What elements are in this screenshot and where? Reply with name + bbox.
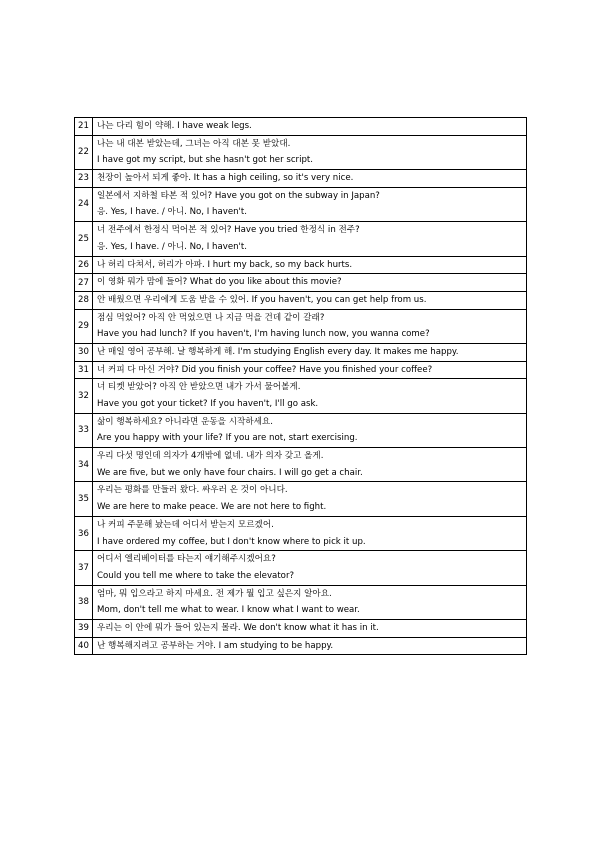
sentence-line: 점심 먹었어? 아직 안 먹었으면 나 지금 먹을 건데 같이 갈래? <box>97 312 325 323</box>
sentence-cell <box>93 619 527 637</box>
table-row <box>75 291 527 309</box>
sentence-cell <box>93 309 527 343</box>
row-number: 38 <box>75 585 93 619</box>
table-row <box>75 187 527 221</box>
sentence-line: 나 커피 주문해 놨는데 어디서 받는지 모르겠어. <box>97 519 274 530</box>
row-number: 22 <box>75 135 93 169</box>
sentence-line: Could you tell me where to take the elevator? <box>97 570 295 581</box>
row-number: 33 <box>75 413 93 447</box>
sentence-line: 너 티켓 받았어? 아직 안 받았으면 내가 가서 물어볼게. <box>97 382 301 393</box>
sentence-cell <box>93 222 527 256</box>
sentence-cell <box>93 291 527 309</box>
row-number: 23 <box>75 170 93 188</box>
sentence-cell <box>93 482 527 516</box>
row-number: 39 <box>75 619 93 637</box>
row-number: 32 <box>75 379 93 413</box>
table-row <box>75 585 527 619</box>
document-page <box>74 117 527 655</box>
sentence-line: 나는 내 대본 받았는데, 그녀는 아직 대본 못 받았대. <box>97 138 291 149</box>
table-row <box>75 551 527 585</box>
table-row <box>75 309 527 343</box>
sentence-cell <box>93 448 527 482</box>
row-number: 31 <box>75 361 93 379</box>
row-number: 26 <box>75 256 93 274</box>
sentence-line: 안 배웠으면 우리에게 도움 받을 수 있어. If you haven't, you can get help from us. <box>97 294 427 305</box>
sentence-cell <box>93 343 527 361</box>
row-number: 34 <box>75 448 93 482</box>
sentence-line: I have got my script, but she hasn't got her script. <box>97 155 314 166</box>
table-row <box>75 222 527 256</box>
table-row <box>75 448 527 482</box>
sentence-line: 일본에서 지하철 타본 적 있어? Have you got on the subway in Japan? <box>97 190 380 201</box>
sentence-line: 우리 다섯 명인데 의자가 4개밖에 없네. 내가 의자 갖고 올게. <box>97 451 324 462</box>
sentence-line: Are you happy with your life? If you are not, start exercising. <box>97 433 358 444</box>
sentence-line: 이 영화 뭐가 맘에 들어? What do you like about this movie? <box>97 277 342 288</box>
sentence-cell <box>93 274 527 292</box>
row-number: 30 <box>75 343 93 361</box>
row-number: 36 <box>75 516 93 550</box>
table-row <box>75 516 527 550</box>
sentence-line: Mom, don't tell me what to wear. I know what I want to wear. <box>97 605 360 616</box>
table-row <box>75 274 527 292</box>
table-row <box>75 361 527 379</box>
sentence-line: We are five, but we only have four chairs. I will go get a chair. <box>97 467 363 478</box>
sentence-cell <box>93 637 527 655</box>
sentence-cell <box>93 118 527 136</box>
table-row <box>75 379 527 413</box>
sentence-cell <box>93 585 527 619</box>
row-number: 27 <box>75 274 93 292</box>
sentence-cell <box>93 256 527 274</box>
table-row <box>75 637 527 655</box>
sentence-line: 응. Yes, I have. / 아니. No, I haven't. <box>97 207 248 218</box>
sentence-line: I have ordered my coffee, but I don't know where to pick it up. <box>97 536 366 547</box>
sentence-line: We are here to make peace. We are not here to fight. <box>97 502 327 513</box>
row-number: 24 <box>75 187 93 221</box>
sentence-line: 삶이 행복하세요? 아니라면 운동을 시작하세요. <box>97 416 273 427</box>
sentence-line: 나 허리 다쳐서, 허리가 아파. I hurt my back, so my back hurts. <box>97 259 353 270</box>
sentence-line: 너 커피 다 마신 거야? Did you finish your coffee? Have you finished your coffee? <box>97 364 433 375</box>
sentence-line: Have you had lunch? If you haven't, I'm having lunch now, you wanna come? <box>97 329 430 340</box>
table-row <box>75 170 527 188</box>
sentence-line: 나는 다리 힘이 약해. I have weak legs. <box>97 121 252 131</box>
sentence-cell <box>93 187 527 221</box>
row-number: 29 <box>75 309 93 343</box>
row-number: 21 <box>75 118 93 136</box>
table-row <box>75 482 527 516</box>
sentence-cell <box>93 361 527 379</box>
sentence-cell <box>93 379 527 413</box>
sentence-cell <box>93 170 527 188</box>
row-number: 28 <box>75 291 93 309</box>
table-row <box>75 619 527 637</box>
sentence-line: 응. Yes, I have. / 아니. No, I haven't. <box>97 241 248 252</box>
sentence-cell <box>93 135 527 169</box>
table-row <box>75 118 527 136</box>
sentence-cell <box>93 551 527 585</box>
sentence-line: 우리는 이 안에 뭐가 들어 있는지 몰라. We don't know what it has in it. <box>97 622 379 633</box>
sentence-cell <box>93 413 527 447</box>
row-number: 35 <box>75 482 93 516</box>
sentence-cell <box>93 516 527 550</box>
sentence-line: 천장이 높아서 되게 좋아. It has a high ceiling, so it's very nice. <box>97 173 354 184</box>
sentence-line: 엄마, 뭐 입으라고 하지 마세요. 전 제가 뭘 입고 싶은지 알아요. <box>97 588 332 599</box>
sentence-line: 난 행복해지려고 공부하는 거야. I am studying to be happy. <box>97 640 334 651</box>
table-row <box>75 135 527 169</box>
row-number: 25 <box>75 222 93 256</box>
sentence-line: 난 매일 영어 공부해. 날 행복하게 해. I'm studying English every day. It makes me happy. <box>97 346 459 357</box>
sentence-line: 어디서 엘리베이터를 타는지 얘기해주시겠어요? <box>97 554 276 565</box>
table-row <box>75 413 527 447</box>
sentence-line: 우리는 평화를 만들러 왔다. 싸우러 온 것이 아니다. <box>97 485 288 496</box>
sentence-table <box>74 117 527 655</box>
row-number: 40 <box>75 637 93 655</box>
sentence-line: Have you got your ticket? If you haven't, I'll go ask. <box>97 399 319 409</box>
table-row <box>75 256 527 274</box>
sentence-line: 너 전주에서 한정식 먹어본 적 있어? Have you tried 한정식 in 전주? <box>97 225 360 236</box>
table-row <box>75 343 527 361</box>
row-number: 37 <box>75 551 93 585</box>
